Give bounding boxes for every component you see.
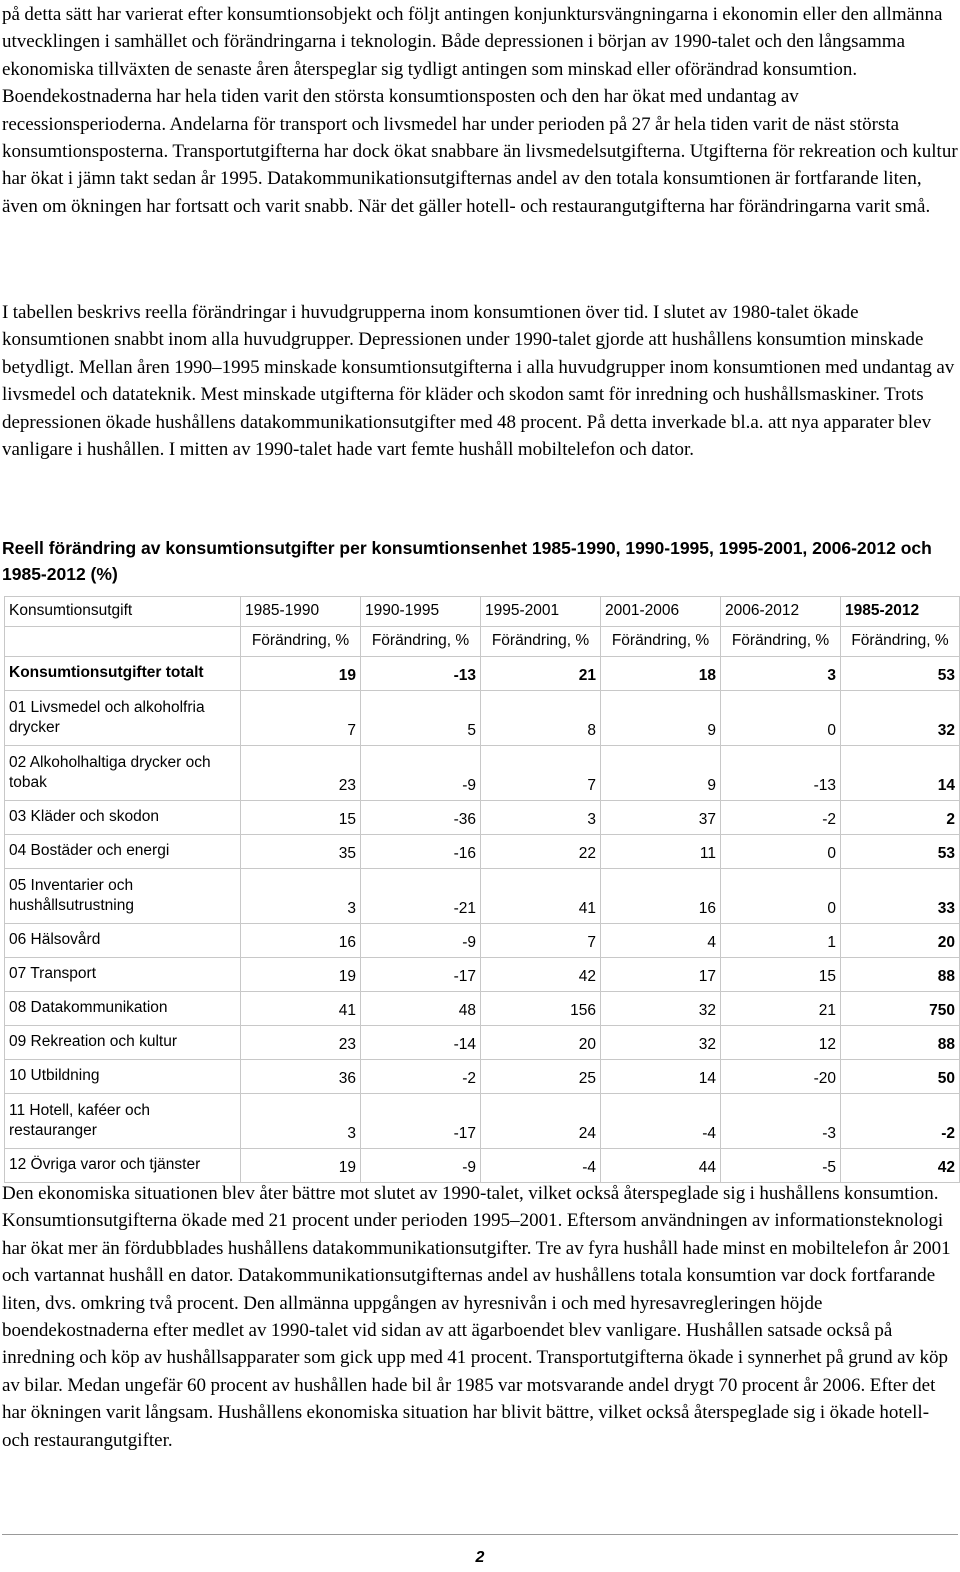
table-row: [5, 657, 960, 691]
change-subheader: Förändring, %: [361, 627, 481, 657]
row-label: 09 Rekreation och kultur: [5, 1026, 241, 1060]
row-label: 07 Transport: [5, 958, 241, 992]
change-subheader: Förändring, %: [721, 627, 841, 657]
table-cell: 9: [601, 746, 721, 801]
table-cell: 88: [841, 1026, 960, 1060]
table-cell: 14: [601, 1060, 721, 1094]
table-cell: 12: [721, 1026, 841, 1060]
table-cell: 16: [241, 924, 361, 958]
table-cell: 23: [241, 746, 361, 801]
row-label: 02 Alkoholhaltiga drycker och tobak: [5, 746, 241, 801]
table-cell: 32: [601, 1026, 721, 1060]
change-subheader: Förändring, %: [241, 627, 361, 657]
table-header-row: [5, 597, 960, 627]
table-cell: 24: [481, 1094, 601, 1149]
table-row: [5, 924, 960, 958]
table-cell: -4: [601, 1094, 721, 1149]
page-number: 2: [475, 1549, 485, 1566]
row-label: 05 Inventarier och hushållsutrustning: [5, 869, 241, 924]
table-cell: 33: [841, 869, 960, 924]
table-cell: -2: [841, 1094, 960, 1149]
table-cell: 11: [601, 835, 721, 869]
table-cell: -4: [481, 1149, 601, 1183]
table-cell: -16: [361, 835, 481, 869]
table-cell: 37: [601, 801, 721, 835]
table-cell: 44: [601, 1149, 721, 1183]
table-cell: 9: [601, 691, 721, 746]
table-cell: 3: [721, 657, 841, 691]
table-cell: 21: [481, 657, 601, 691]
table-cell: 19: [241, 958, 361, 992]
table-cell: 8: [481, 691, 601, 746]
change-subheader: Förändring, %: [481, 627, 601, 657]
row-label: 12 Övriga varor och tjänster: [5, 1149, 241, 1183]
table-row: [5, 835, 960, 869]
period-header: 2006-2012: [721, 597, 841, 627]
table-cell: -9: [361, 1149, 481, 1183]
table-cell: 21: [721, 992, 841, 1026]
table-row: [5, 746, 960, 801]
table-subheader-row: [5, 627, 960, 657]
table-row: [5, 1094, 960, 1149]
table-cell: -13: [361, 657, 481, 691]
table-cell: 4: [601, 924, 721, 958]
row-label: Konsumtionsutgifter totalt: [5, 657, 241, 691]
table-cell: -2: [361, 1060, 481, 1094]
table-cell: 156: [481, 992, 601, 1026]
table-cell: 23: [241, 1026, 361, 1060]
table-cell: 22: [481, 835, 601, 869]
table-cell: 17: [601, 958, 721, 992]
table-cell: 0: [721, 835, 841, 869]
table-cell: -9: [361, 924, 481, 958]
table-cell: 42: [481, 958, 601, 992]
table-cell: -5: [721, 1149, 841, 1183]
table-cell: -3: [721, 1094, 841, 1149]
table-cell: 48: [361, 992, 481, 1026]
period-header: 1995-2001: [481, 597, 601, 627]
table-row: [5, 869, 960, 924]
paragraph-table-description: I tabellen beskrivs reella förändringar i huvudgrupperna inom konsumtionen över tid. I slutet av 1980-talet ökade konsumtionen snabbt inom alla huvudgrupper. Depressionen under 1990-talet gjorde att hushållens konsumtion minskade betydligt. Mellan åren 1990–1995 minskade konsumtionsutgifterna i alla huvudgrupper inom konsumtionen med undantag av livsmedel och datateknik. Mest minskade utgifterna för kläder och skodon samt för inredning och hushållsmaskiner. Trots depressionen ökade hushållens datakommunikationsutgifter med 48 procent. På detta inverkade bl.a. att nya apparater blev vanligare i hushållen. I mitten av 1990-talet hade vart femte hushåll mobiltelefon och dator.: [2, 302, 955, 461]
table-cell: 3: [241, 1094, 361, 1149]
table-cell: 14: [841, 746, 960, 801]
table-title: Reell förändring av konsumtionsutgifter per konsumtionsenhet 1985-1990, 1990-1995, 1995-2001, 2006-2012 och 1985-2012 (%): [2, 538, 932, 584]
table-cell: 53: [841, 835, 960, 869]
table-cell: 15: [241, 801, 361, 835]
table-cell: 32: [601, 992, 721, 1026]
table-cell: -2: [721, 801, 841, 835]
table-cell: 32: [841, 691, 960, 746]
table-row: [5, 1060, 960, 1094]
table-cell: 18: [601, 657, 721, 691]
table-cell: 1: [721, 924, 841, 958]
table-cell: 53: [841, 657, 960, 691]
consumption-change-table: [4, 596, 960, 1183]
table-row: [5, 801, 960, 835]
table-row: [5, 691, 960, 746]
table-cell: 20: [481, 1026, 601, 1060]
table-cell: 35: [241, 835, 361, 869]
change-subheader: Förändring, %: [841, 627, 960, 657]
table-cell: 750: [841, 992, 960, 1026]
table-cell: -17: [361, 1094, 481, 1149]
paragraph-consumption-variation: på detta sätt har varierat efter konsumtionsobjekt och följt antingen konjunktursvängningarna i ekonomin eller den allmänna utvecklingen i samhället och förändringarna i teknologin. Både depressionen i början av 1990-talet och den långsamma ekonomiska tillväxten de senaste åren återspeglar sig tydligt antingen som minskad eller oförändrad konsumtion. Boendekostnaderna har hela tiden varit den största konsumtionsposten och den har ökat med undantag av recessionsperioderna. Andelarna för transport och livsmedel har under perioden på 27 år hela tiden varit de näst största konsumtionsposterna. Transportutgifterna har dock ökat snabbare än livsmedelsutgifterna. Utgifterna för rekreation och kultur har ökat i jämn takt sedan år 1995. Datakommunikationsutgifternas andel av den totala konsumtionen är fortfarande liten, även om ökningen har fortsatt och varit snabb. När det gäller hotell- och restaurangutgifterna har förändringarna varit små.: [2, 4, 958, 217]
row-label: 01 Livsmedel och alkoholfria drycker: [5, 691, 241, 746]
table-cell: 50: [841, 1060, 960, 1094]
change-subheader: Förändring, %: [601, 627, 721, 657]
table-cell: -17: [361, 958, 481, 992]
table-cell: 15: [721, 958, 841, 992]
table-cell: 88: [841, 958, 960, 992]
row-label: 06 Hälsovård: [5, 924, 241, 958]
table-cell: 36: [241, 1060, 361, 1094]
period-header: 2001-2006: [601, 597, 721, 627]
table-cell: -14: [361, 1026, 481, 1060]
period-header: 1990-1995: [361, 597, 481, 627]
table-cell: 25: [481, 1060, 601, 1094]
table-cell: -9: [361, 746, 481, 801]
table-cell: -36: [361, 801, 481, 835]
table-cell: 7: [241, 691, 361, 746]
table-row: [5, 1026, 960, 1060]
row-label: 10 Utbildning: [5, 1060, 241, 1094]
table-cell: 0: [721, 869, 841, 924]
table-cell: -20: [721, 1060, 841, 1094]
table-cell: 3: [481, 801, 601, 835]
table-cell: 7: [481, 924, 601, 958]
table-cell: 41: [481, 869, 601, 924]
row-label: 11 Hotell, kaféer och restauranger: [5, 1094, 241, 1149]
table-cell: 16: [601, 869, 721, 924]
table-cell: 20: [841, 924, 960, 958]
corner-header: Konsumtionsutgift: [5, 597, 241, 627]
period-header: 1985-2012: [841, 597, 960, 627]
table-cell: 5: [361, 691, 481, 746]
period-header: 1985-1990: [241, 597, 361, 627]
table-cell: 41: [241, 992, 361, 1026]
table-cell: 7: [481, 746, 601, 801]
table-cell: 19: [241, 1149, 361, 1183]
row-label: 03 Kläder och skodon: [5, 801, 241, 835]
table-cell: -13: [721, 746, 841, 801]
table-row: [5, 958, 960, 992]
table-row: [5, 1149, 960, 1183]
table-cell: 2: [841, 801, 960, 835]
table-cell: 0: [721, 691, 841, 746]
paragraph-economic-recovery: Den ekonomiska situationen blev åter bättre mot slutet av 1990-talet, vilket också återspeglade sig i hushållens konsumtion. Konsumtionsutgifterna ökade med 21 procent under perioden 1995–2001. Eftersom användningen av informationsteknologi har ökat mer än fördubblades hushållens datakommunikationsutgifter. Tre av fyra hushåll hade minst en mobiltelefon år 2001 och vartannat hushåll en dator. Datakommunikationsutgifternas andel av hushållens totala konsumtion var dock fortfarande liten, dvs. omkring två procent. Den allmänna uppgången av hyresnivån i och med hyresavregleringen höjde boendekostnaderna efter medlet av 1990-talet vid sidan av att ägarboendet blev vanligare. Hushållen satsade också på inredning och köp av hushållsapparater som gick upp med 41 procent. Transportutgifterna ökade i synnerhet på grund av köp av bilar. Medan ungefär 60 procent av hushållen hade bil år 1985 var motsvarande andel drygt 70 procent år 2006. Efter det har ökningen varit långsam. Hushållens ekonomiska situation har blivit bättre, vilket också återspeglade sig i ökade hotell- och restaurangutgifter.: [2, 1183, 951, 1451]
empty-header-cell: [5, 627, 241, 657]
row-label: 04 Bostäder och energi: [5, 835, 241, 869]
table-cell: 42: [841, 1149, 960, 1183]
table-cell: -21: [361, 869, 481, 924]
row-label: 08 Datakommunikation: [5, 992, 241, 1026]
table-cell: 19: [241, 657, 361, 691]
table-cell: 3: [241, 869, 361, 924]
table-row: [5, 992, 960, 1026]
footer-divider: [2, 1534, 958, 1535]
